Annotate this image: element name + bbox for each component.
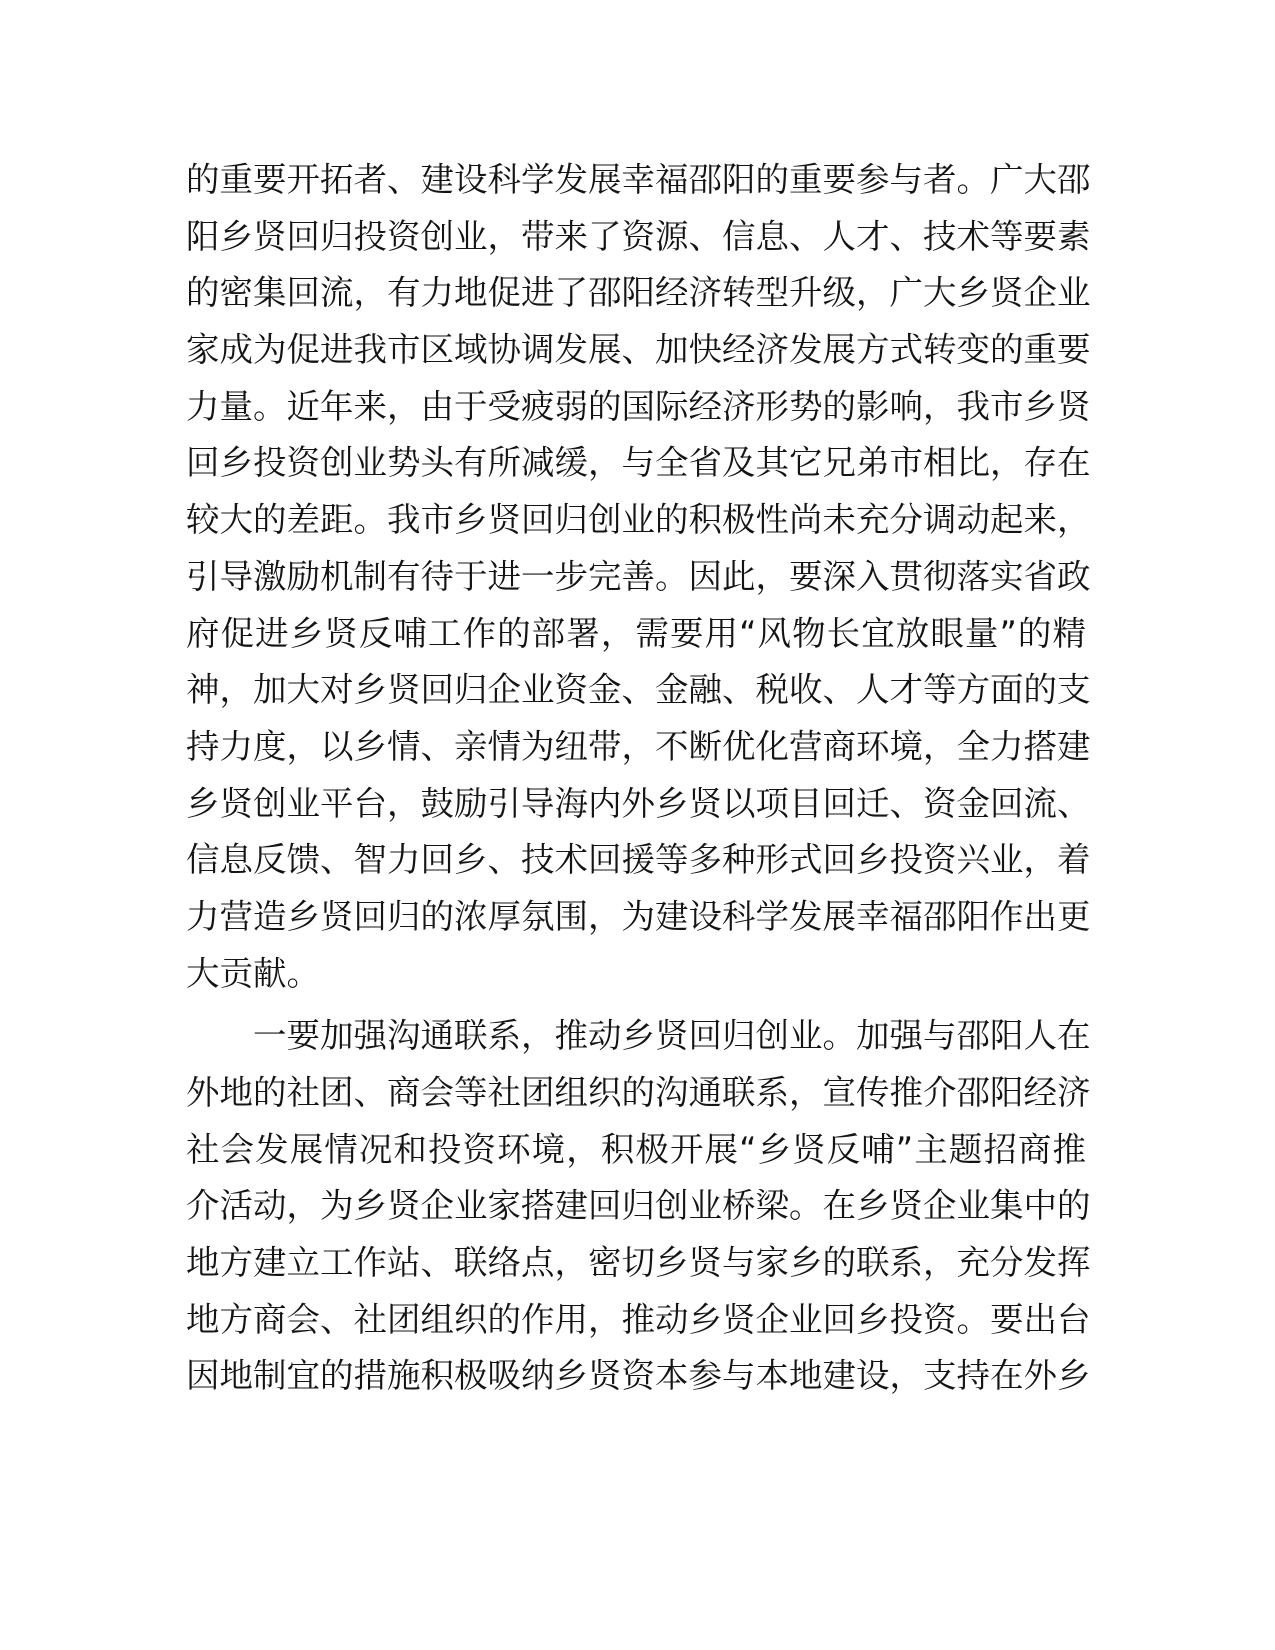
text-line: 较大的差距。我市乡贤回归创业的积极性尚未充分调动起来， xyxy=(186,500,1091,540)
text-line: 持力度，以乡情、亲情为纽带，不断优化营商环境，全力搭建 xyxy=(186,726,1091,766)
paragraph-1 xyxy=(186,152,1091,1002)
text-line: 家成为促进我市区域协调发展、加快经济发展方式转变的重要 xyxy=(186,330,1091,370)
text-line: 力量。近年来，由于受疲弱的国际经济形势的影响，我市乡贤 xyxy=(186,386,1091,426)
text-line: 信息反馈、智力回乡、技术回援等多种形式回乡投资兴业，着 xyxy=(186,840,1091,880)
text-line: 外地的社团、商会等社团组织的沟通联系，宣传推介邵阳经济 xyxy=(186,1073,1091,1112)
text-line: 神，加大对乡贤回归企业资金、金融、税收、人才等方面的支 xyxy=(186,670,1091,710)
text-line: 的重要开拓者、建设科学发展幸福邵阳的重要参与者。广大邵 xyxy=(186,160,1091,199)
text-line: 地方商会、社团组织的作用，推动乡贤企业回乡投资。要出台 xyxy=(186,1299,1091,1339)
text-line: 介活动，为乡贤企业家搭建回归创业桥梁。在乡贤企业集中的 xyxy=(186,1186,1091,1226)
text-line: 乡贤创业平台，鼓励引导海内外乡贤以项目回迁、资金回流、 xyxy=(186,783,1091,823)
text-line: 的密集回流，有力地促进了邵阳经济转型升级，广大乡贤企业 xyxy=(186,273,1091,313)
text-line: 阳乡贤回归投资创业，带来了资源、信息、人才、技术等要素 xyxy=(186,216,1091,256)
text-line: 大贡献。 xyxy=(186,953,320,993)
text-line: 社会发展情况和投资环境，积极开展“乡贤反哺”主题招商推 xyxy=(186,1129,1086,1169)
text-line: 因地制宜的措施积极吸纳乡贤资本参与本地建设，支持在外乡 xyxy=(186,1356,1091,1396)
text-line: 地方建立工作站、联络点，密切乡贤与家乡的联系，充分发挥 xyxy=(186,1243,1091,1283)
text-line: 府促进乡贤反哺工作的部署，需要用“风物长宜放眼量”的精 xyxy=(186,613,1086,653)
text-line: 一要加强沟通联系，推动乡贤回归创业。加强与邵阳人在 xyxy=(253,1016,1091,1056)
document-body xyxy=(186,152,1091,1405)
text-line: 力营造乡贤回归的浓厚氛围，为建设科学发展幸福邵阳作出更 xyxy=(186,896,1091,936)
text-line: 引导激励机制有待于进一步完善。因此，要深入贯彻落实省政 xyxy=(186,556,1091,596)
paragraph-2 xyxy=(186,1008,1091,1405)
text-line: 回乡投资创业势头有所减缓，与全省及其它兄弟市相比，存在 xyxy=(186,443,1091,483)
